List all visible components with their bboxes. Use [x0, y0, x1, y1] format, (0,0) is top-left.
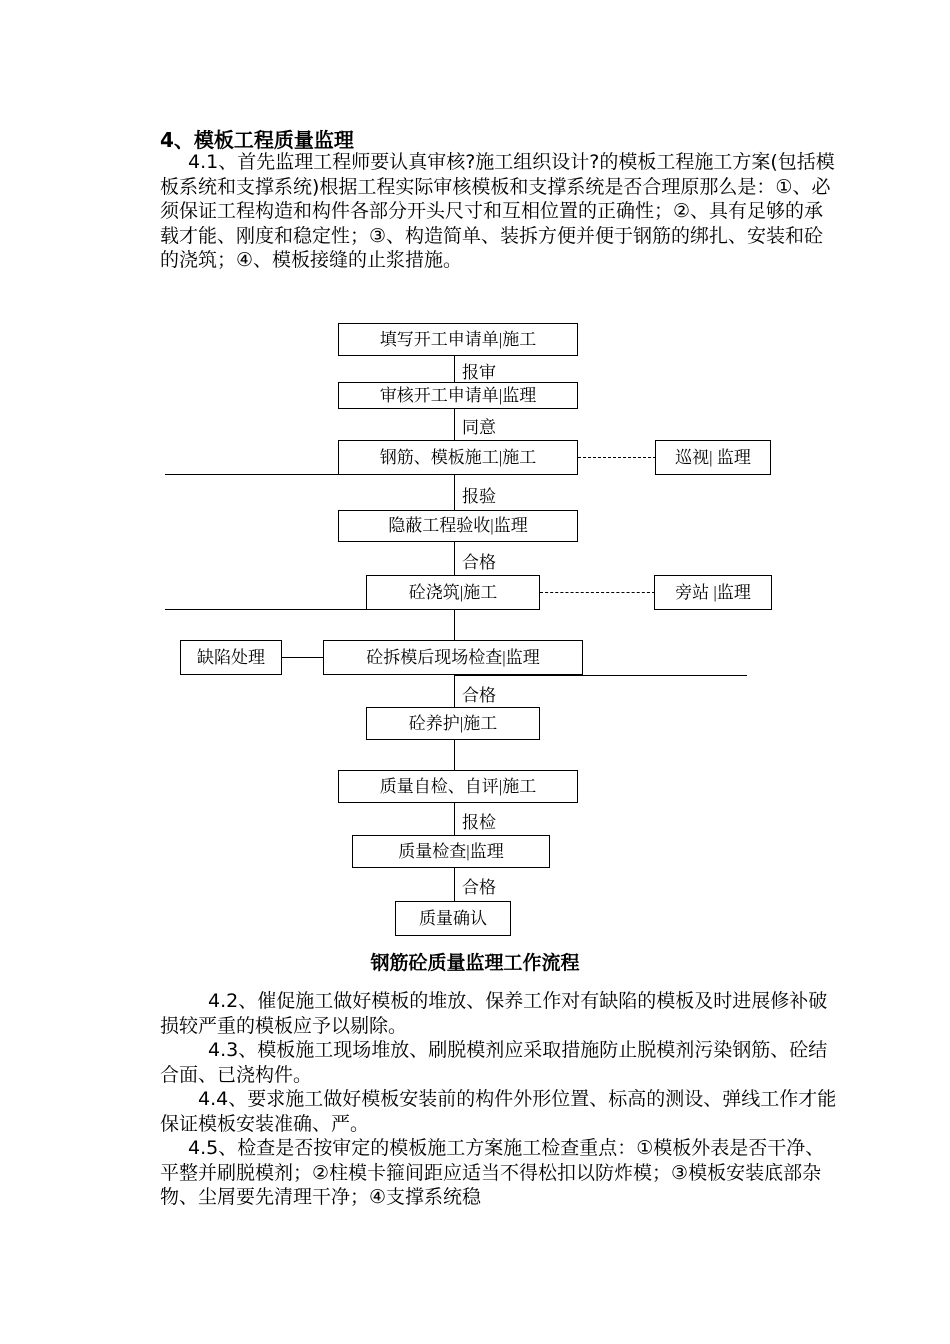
- flow-box-fill-application: 填写开工申请单|施工: [338, 323, 578, 356]
- paragraph-4-1: 4.1、首先监理工程师要认真审核?施工组织设计?的模板工程施工方案(包括模板系统和支撑系统)根据工程实际审核模板和支撑系统是否合理原那么是：①、必须保证工程构造和构件各部分开头尺寸和互相位置的正确性；②、具有足够的承载才能、刚度和稳定性；③、构造简单、装拆方便并便于钢筋的绑扎、安装和砼的浇筑；④、模板接缝的止浆措施。: [160, 151, 835, 271]
- flow-label-qualified-3: 合格: [462, 878, 496, 897]
- paragraph-4-3: 4.3、模板施工现场堆放、刷脱模剂应采取措施防止脱模剂污染钢筋、砼结合面、已浇构件。: [160, 1039, 828, 1086]
- flow-dash-2: [540, 592, 655, 593]
- paragraph-4-2: 4.2、催促施工做好模板的堆放、保养工作对有缺陷的模板及时进展修补破损较严重的模板应予以剔除。: [160, 990, 828, 1037]
- flow-box-rebar-formwork: 钢筋、模板施工|施工: [338, 440, 578, 475]
- flow-label-qualified-1: 合格: [462, 553, 496, 572]
- flow-label-qualified-2: 合格: [462, 686, 496, 705]
- flow-dash-1: [578, 457, 656, 458]
- flow-spine: [454, 356, 455, 902]
- flow-label-submit: 报审: [462, 363, 496, 382]
- paragraph-4-4: 4.4、要求施工做好模板安装前的构件外形位置、标高的测设、弹线工作才能保证模板安装准确、严。: [160, 1088, 837, 1135]
- flow-box-self-inspection: 质量自检、自评|施工: [338, 770, 578, 803]
- flow-box-review-application: 审核开工申请单|监理: [338, 382, 578, 409]
- flow-box-patrol: 巡视| 监理: [655, 440, 771, 475]
- flow-box-concealed-acceptance: 隐蔽工程验收|监理: [338, 510, 578, 542]
- flow-connector-defect: [282, 657, 324, 658]
- flow-box-quality-check: 质量检查|监理: [352, 835, 550, 868]
- flow-label-approve: 同意: [462, 418, 496, 437]
- flow-box-onsite-supervision: 旁站 |监理: [654, 575, 772, 610]
- flow-label-check-report: 报检: [462, 813, 496, 832]
- section-heading: 4、模板工程质量监理: [160, 128, 354, 152]
- flow-rule-3: [454, 675, 747, 676]
- flow-box-defect-handling: 缺陷处理: [180, 640, 282, 675]
- flow-box-post-removal-check: 砼拆模后现场检查|监理: [323, 640, 583, 675]
- flow-box-pouring: 砼浇筑|施工: [366, 575, 540, 610]
- flow-label-inspection-report: 报验: [462, 487, 496, 506]
- flow-box-quality-confirmation: 质量确认: [395, 901, 511, 936]
- flowchart-caption: 钢筋砼质量监理工作流程: [370, 952, 580, 974]
- paragraph-4-5: 4.5、检查是否按审定的模板施工方案施工检查重点：①模板外表是否干净、平整并刷脱模剂；②柱模卡箍间距应适当不得松扣以防炸模；③模板安装底部杂物、尘屑要先清理干净；④支撑系统稳: [160, 1137, 825, 1208]
- flow-box-curing: 砼养护|施工: [366, 707, 540, 740]
